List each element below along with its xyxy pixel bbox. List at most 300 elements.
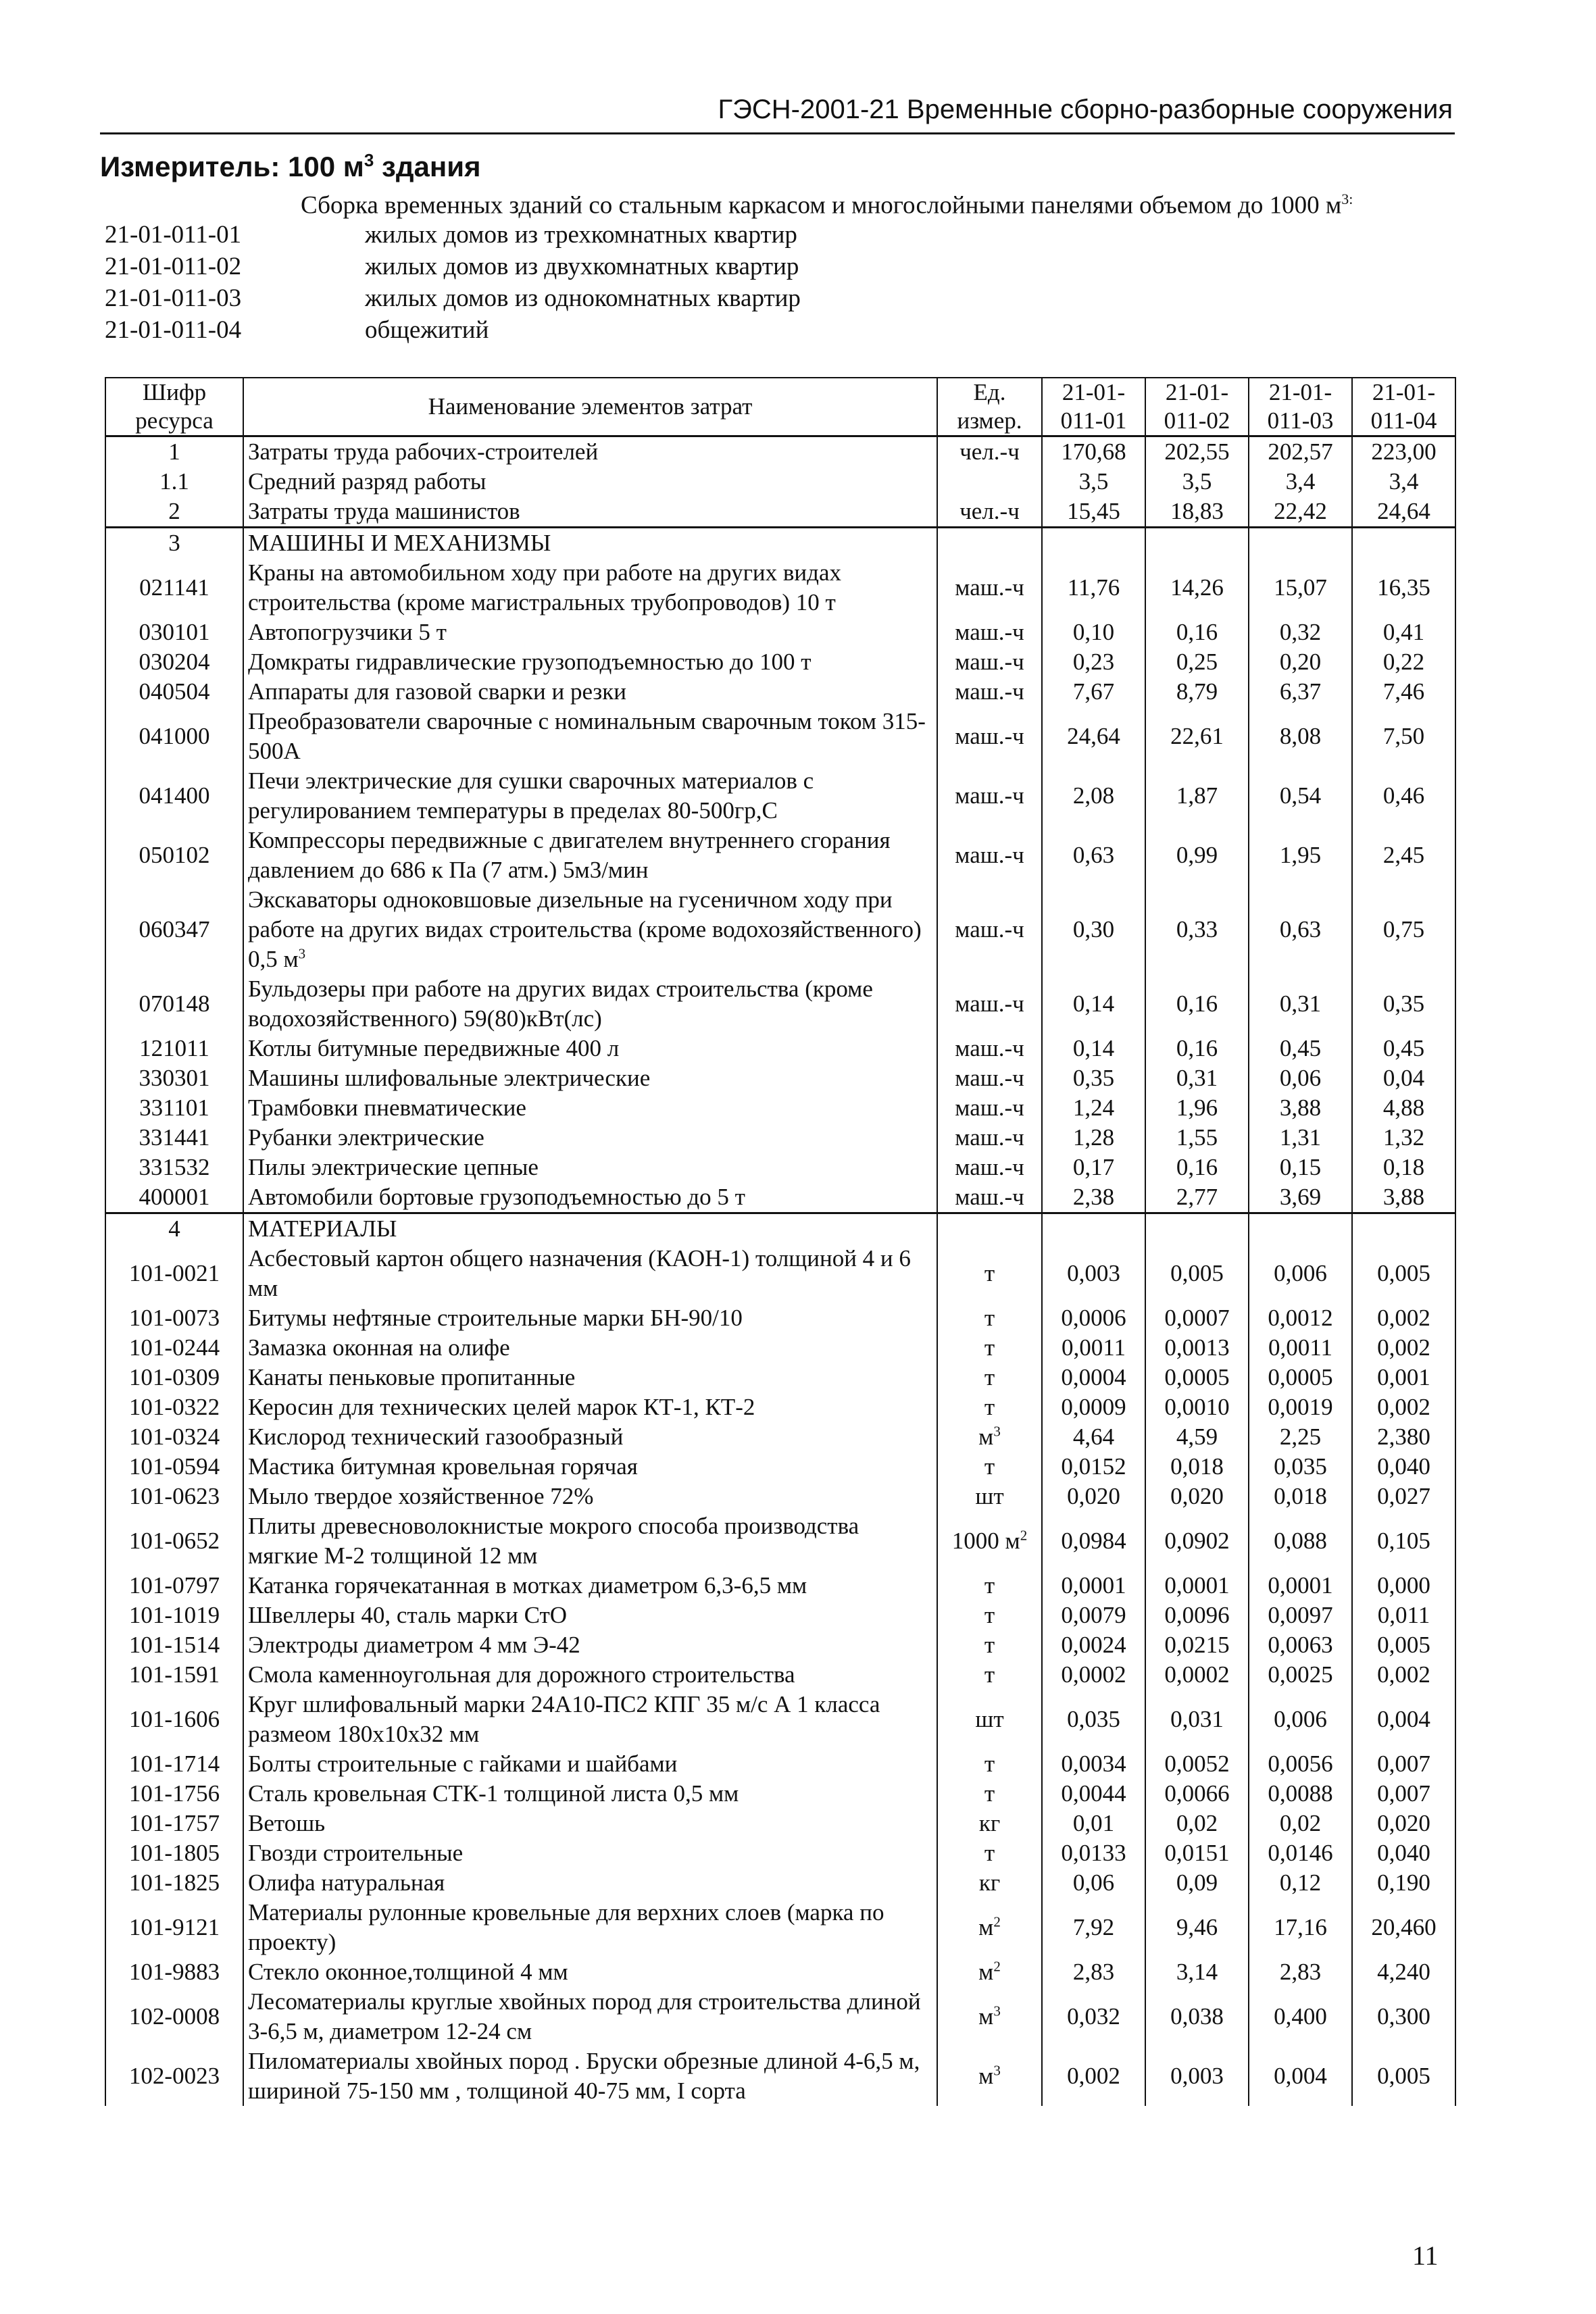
cell-value-3-text: 1,31 (1279, 1124, 1322, 1151)
code-number: 21-01-011-02 (105, 253, 242, 280)
cell-value-4 (1352, 436, 1455, 468)
cell-name (243, 1034, 937, 1063)
table-row (105, 1333, 1455, 1363)
cell-value-2-text: 0,0007 (1164, 1305, 1230, 1331)
cell-name-text: Компрессоры передвижные с двигателем внутреннего сгорания давлением до 686 к Па (7 атм.) 5м3/мин (248, 827, 891, 883)
cell-value-2 (1145, 1363, 1249, 1392)
cell-code (105, 1957, 243, 1987)
cell-unit-text: т (984, 1661, 995, 1688)
cell-unit (937, 467, 1042, 497)
cell-unit-text: т (984, 1780, 995, 1807)
cell-value-3 (1249, 1630, 1352, 1660)
cell-unit-text: шт (975, 1483, 1004, 1509)
table-row (105, 1482, 1455, 1511)
cell-code (105, 1093, 243, 1123)
header-unit: Ед. измер. (937, 378, 1042, 436)
cell-value-3-text: 0,0097 (1268, 1602, 1333, 1628)
cell-value-3 (1249, 1957, 1352, 1987)
cell-unit-sup: 2 (993, 1958, 1001, 1975)
cell-unit-text: маш.-ч (955, 1124, 1024, 1151)
cell-code-text: 041400 (139, 782, 210, 809)
cell-value-2-text: 0,0215 (1164, 1632, 1230, 1658)
cell-value-1-text: 0,0034 (1061, 1751, 1126, 1777)
cell-value-3 (1249, 766, 1352, 826)
cell-value-4-text: 0,005 (1377, 1632, 1430, 1658)
cell-name (243, 1392, 937, 1422)
cell-code (105, 1987, 243, 2046)
cell-value-1 (1042, 1868, 1145, 1898)
header-rule (100, 132, 1455, 134)
cell-value-1-text: 170,68 (1061, 438, 1126, 465)
cell-name-text: Сталь кровельная СТК-1 толщиной листа 0,5 мм (248, 1780, 739, 1807)
table-row (105, 1452, 1455, 1482)
header-col-1: 21-01-011-01 (1042, 378, 1145, 436)
cell-unit-text: м (978, 1914, 994, 1940)
cell-code (105, 618, 243, 647)
cell-value-4-text: 0,004 (1377, 1706, 1430, 1732)
cell-unit (937, 1482, 1042, 1511)
cell-value-4 (1352, 1244, 1455, 1303)
cell-name-text: Пилы электрические цепные (248, 1154, 539, 1180)
table-row (105, 1571, 1455, 1601)
cell-value-2 (1145, 436, 1249, 468)
code-description: общежитий (365, 316, 489, 344)
cell-value-2 (1145, 1749, 1249, 1779)
cell-value-4-text: 0,007 (1377, 1780, 1430, 1807)
cell-name-text: Плиты древесноволокнистые мокрого способа производства мягкие М-2 толщиной 12 мм (248, 1513, 859, 1569)
cell-name-text: Ветошь (248, 1810, 326, 1836)
cell-value-1 (1042, 1630, 1145, 1660)
cell-value-2 (1145, 1034, 1249, 1063)
cell-value-1-text: 2,83 (1072, 1959, 1115, 1985)
cell-code (105, 1809, 243, 1838)
cell-name-text: Лесоматериалы круглые хвойных пород для строительства длиной 3-6,5 м, диаметром 12-24 см (248, 1988, 921, 2044)
cell-name (243, 1601, 937, 1630)
cell-value-3 (1249, 1392, 1352, 1422)
table-row (105, 1392, 1455, 1422)
cell-value-4-text: 0,75 (1382, 916, 1425, 942)
cell-value-3 (1249, 1511, 1352, 1571)
cell-code-text: 030101 (139, 619, 210, 645)
cell-value-4-text: 0,46 (1382, 782, 1425, 809)
cell-value-3 (1249, 1363, 1352, 1392)
cell-value-1 (1042, 1838, 1145, 1868)
cell-value-2 (1145, 707, 1249, 766)
cell-name-text: Рубанки электрические (248, 1124, 484, 1151)
cell-value-2 (1145, 1630, 1249, 1660)
cell-unit (937, 766, 1042, 826)
cell-value-4-text: 20,460 (1371, 1914, 1437, 1940)
cell-value-3-text: 2,25 (1279, 1424, 1322, 1450)
cell-value-1 (1042, 1779, 1145, 1809)
cell-code (105, 677, 243, 707)
cell-value-3 (1249, 1838, 1352, 1868)
cell-value-1 (1042, 1571, 1145, 1601)
cell-value-4-text: 7,46 (1382, 678, 1425, 705)
cell-value-1-text: 0,10 (1072, 619, 1115, 645)
cell-value-1 (1042, 677, 1145, 707)
cell-unit (937, 1571, 1042, 1601)
cell-name (243, 1571, 937, 1601)
cell-value-1 (1042, 1063, 1145, 1093)
table-row (105, 766, 1455, 826)
cell-name-text: Котлы битумные передвижные 400 л (248, 1035, 620, 1061)
cell-value-2 (1145, 1392, 1249, 1422)
cell-name (243, 436, 937, 468)
cell-code-text: 101-0073 (128, 1305, 220, 1331)
cell-value-4-text: 0,011 (1377, 1602, 1430, 1628)
cell-value-1 (1042, 1957, 1145, 1987)
cell-value-1-text: 0,0009 (1061, 1394, 1126, 1420)
cell-value-3-text: 0,0056 (1268, 1751, 1333, 1777)
cell-unit (937, 677, 1042, 707)
cell-unit-text: т (984, 1602, 995, 1628)
cell-value-2-text: 9,46 (1176, 1914, 1218, 1940)
cell-code (105, 1182, 243, 1213)
cell-name-text: Замазка оконная на олифе (248, 1334, 510, 1361)
cell-value-1-text: 0,0152 (1061, 1453, 1126, 1480)
cell-name-text: Бульдозеры при работе на других видах строительства (кроме водохозяйственного) 59(80)кВт(лс) (248, 976, 873, 1032)
cell-value-1-text: 0,0133 (1061, 1840, 1126, 1866)
cell-value-1-text: 0,0002 (1061, 1661, 1126, 1688)
cell-code-text: 330301 (139, 1065, 210, 1091)
cell-value-2 (1145, 1093, 1249, 1123)
cell-code-text: 101-1756 (128, 1780, 220, 1807)
cell-value-2-text: 0,31 (1176, 1065, 1218, 1091)
cell-value-4 (1352, 1630, 1455, 1660)
cell-unit-text: т (984, 1632, 995, 1658)
cell-value-4 (1352, 1123, 1455, 1153)
cell-value-4 (1352, 1898, 1455, 1957)
cell-value-2-text: 14,26 (1170, 574, 1224, 601)
cell-value-3 (1249, 1182, 1352, 1213)
cell-code-text: 030204 (139, 649, 210, 675)
cell-code (105, 766, 243, 826)
cell-value-2-text: 4,59 (1176, 1424, 1218, 1450)
cell-value-3 (1249, 1063, 1352, 1093)
cell-value-3 (1249, 1123, 1352, 1153)
cell-value-2 (1145, 1571, 1249, 1601)
cell-value-3-text: 202,57 (1268, 438, 1333, 465)
cell-value-3-text: 0,088 (1274, 1528, 1327, 1554)
cell-code-text: 101-1825 (128, 1869, 220, 1896)
cell-code (105, 558, 243, 618)
cell-unit (937, 885, 1042, 974)
cell-code-text: 101-0244 (128, 1334, 220, 1361)
cell-value-1-text: 0,0001 (1061, 1572, 1126, 1599)
cell-value-4-text: 0,41 (1382, 619, 1425, 645)
cell-value-3 (1249, 528, 1352, 559)
measure-title (100, 150, 481, 183)
cell-code-text: 2 (168, 498, 180, 524)
cell-value-3 (1249, 618, 1352, 647)
cell-unit-text: т (984, 1751, 995, 1777)
cell-name (243, 1838, 937, 1868)
cell-value-3-text: 0,0005 (1268, 1364, 1333, 1390)
cell-code (105, 497, 243, 528)
code-row (105, 316, 801, 347)
code-list (105, 220, 801, 347)
cell-name (243, 1809, 937, 1838)
code-row (105, 252, 801, 284)
cell-value-2-text: 0,16 (1176, 990, 1218, 1017)
cell-value-1 (1042, 1392, 1145, 1422)
code-row (105, 284, 801, 316)
cell-value-1-text: 0,003 (1067, 1260, 1120, 1286)
cell-value-3-text: 0,20 (1279, 649, 1322, 675)
cell-value-4-text: 7,50 (1382, 723, 1425, 749)
cell-value-3-text: 0,006 (1274, 1706, 1327, 1732)
cell-value-2-text: 0,25 (1176, 649, 1218, 675)
cell-unit-text: м (978, 2063, 994, 2089)
cell-value-1-text: 0,0079 (1061, 1602, 1126, 1628)
table-row (105, 1838, 1455, 1868)
cell-unit-text: маш.-ч (955, 619, 1024, 645)
cell-value-1-text: 24,64 (1067, 723, 1120, 749)
cell-value-4 (1352, 1809, 1455, 1838)
cell-value-1 (1042, 1333, 1145, 1363)
cell-value-2 (1145, 1123, 1249, 1153)
cell-name (243, 1363, 937, 1392)
cell-name-text: Пиломатериалы хвойных пород . Бруски обрезные длиной 4-6,5 м, шириной 75-150 мм , толщиной 40-75 мм, I сорта (248, 2048, 920, 2104)
cell-value-2-text: 0,16 (1176, 1035, 1218, 1061)
cell-value-3-text: 8,08 (1279, 723, 1322, 749)
cell-value-1-text: 1,28 (1072, 1124, 1115, 1151)
cell-value-4-text: 0,18 (1382, 1154, 1425, 1180)
cell-unit-text: маш.-ч (955, 1095, 1024, 1121)
cell-name (243, 1630, 937, 1660)
cell-value-4 (1352, 766, 1455, 826)
cell-code-text: 1 (168, 438, 180, 465)
cell-code-text: 4 (168, 1215, 180, 1242)
cell-value-4 (1352, 558, 1455, 618)
cell-name-text: Смола каменноугольная для дорожного строительства (248, 1661, 795, 1688)
table-row (105, 826, 1455, 885)
cell-unit (937, 1303, 1042, 1333)
cell-value-2 (1145, 1601, 1249, 1630)
cell-value-4-text: 0,007 (1377, 1751, 1430, 1777)
cell-value-2-text: 0,0001 (1164, 1572, 1230, 1599)
cell-value-3 (1249, 1093, 1352, 1123)
cell-name (243, 1244, 937, 1303)
cell-value-3-text: 0,0011 (1268, 1334, 1332, 1361)
cell-value-4-text: 0,040 (1377, 1453, 1430, 1480)
cell-value-2-text: 0,0151 (1164, 1840, 1230, 1866)
cell-value-2-text: 2,77 (1176, 1184, 1218, 1210)
cell-code (105, 1244, 243, 1303)
cell-code (105, 1898, 243, 1957)
cell-value-4-text: 0,040 (1377, 1840, 1430, 1866)
cell-name-text: Преобразователи сварочные с номинальным сварочным током 315-500А (248, 708, 926, 764)
cell-value-3-text: 3,69 (1279, 1184, 1322, 1210)
cell-value-2 (1145, 1511, 1249, 1571)
cell-value-4-text: 0,190 (1377, 1869, 1430, 1896)
cell-unit (937, 1182, 1042, 1213)
cell-value-4 (1352, 467, 1455, 497)
cell-code-text: 331441 (139, 1124, 210, 1151)
cell-value-4 (1352, 1957, 1455, 1987)
cell-code-text: 400001 (139, 1184, 210, 1210)
cell-value-2-text: 3,5 (1182, 468, 1212, 495)
table-header-row (105, 378, 1455, 436)
cell-value-4-text: 2,380 (1377, 1424, 1430, 1450)
table-row (105, 1153, 1455, 1182)
cell-code-text: 040504 (139, 678, 210, 705)
cell-value-4-text: 0,020 (1377, 1810, 1430, 1836)
cell-unit (937, 1123, 1042, 1153)
cell-unit (937, 1422, 1042, 1452)
cell-name-text: Керосин для технических целей марок КТ-1, КТ-2 (248, 1394, 755, 1420)
cell-value-4-text: 0,105 (1377, 1528, 1430, 1554)
cell-name (243, 1303, 937, 1333)
cell-value-2-text: 0,33 (1176, 916, 1218, 942)
cell-name-text: Домкраты гидравлические грузоподъемностью до 100 т (248, 649, 812, 675)
cell-value-2 (1145, 1987, 1249, 2046)
cell-code-text: 101-0309 (128, 1364, 220, 1390)
cell-unit-sup: 3 (993, 1423, 1001, 1440)
section-row (105, 528, 1455, 559)
cell-code-text: 121011 (139, 1035, 209, 1061)
cell-value-4-text: 0,45 (1382, 1035, 1425, 1061)
cell-code (105, 1123, 243, 1153)
cell-value-1-text: 0,0006 (1061, 1305, 1126, 1331)
cell-code (105, 1630, 243, 1660)
cell-value-2-text: 0,09 (1176, 1869, 1218, 1896)
cell-code-text: 101-0324 (128, 1424, 220, 1450)
cell-value-4 (1352, 1063, 1455, 1093)
cell-value-1 (1042, 1690, 1145, 1749)
cell-unit-text: м (978, 1959, 994, 1985)
cell-value-3 (1249, 647, 1352, 677)
cell-name (243, 528, 937, 559)
cell-value-2 (1145, 1690, 1249, 1749)
cell-unit-sup: 2 (993, 1913, 1001, 1930)
cell-value-2-text: 0,020 (1170, 1483, 1224, 1509)
cell-value-3-text: 0,400 (1274, 2003, 1327, 2030)
intro-sup: 3: (1341, 191, 1353, 207)
cell-value-1-text: 0,63 (1072, 842, 1115, 868)
cell-code-text: 101-1606 (128, 1706, 220, 1732)
cell-value-4-text: 0,35 (1382, 990, 1425, 1017)
cell-value-4 (1352, 1779, 1455, 1809)
cell-name-text: Битумы нефтяные строительные марки БН-90/10 (248, 1305, 743, 1331)
table-row (105, 1601, 1455, 1630)
cell-name-text: Электроды диаметром 4 мм Э-42 (248, 1632, 580, 1658)
cell-value-1-text: 0,020 (1067, 1483, 1120, 1509)
cell-value-2 (1145, 974, 1249, 1034)
cell-value-2 (1145, 1779, 1249, 1809)
cell-unit (937, 1093, 1042, 1123)
cell-value-4 (1352, 1987, 1455, 2046)
cell-code-text: 102-0008 (128, 2003, 220, 2030)
intro-text (301, 191, 1353, 220)
cell-value-4 (1352, 1749, 1455, 1779)
cell-value-1 (1042, 1093, 1145, 1123)
cell-value-1 (1042, 1182, 1145, 1213)
cell-value-3 (1249, 1898, 1352, 1957)
cell-name (243, 2046, 937, 2106)
cell-code (105, 885, 243, 974)
cell-unit-text: маш.-ч (955, 723, 1024, 749)
cell-value-1-text: 7,92 (1072, 1914, 1115, 1940)
cell-value-3-text: 0,32 (1279, 619, 1322, 645)
cell-value-2 (1145, 1868, 1249, 1898)
cell-value-1 (1042, 1809, 1145, 1838)
cell-code (105, 1034, 243, 1063)
cell-unit-text: маш.-ч (955, 782, 1024, 809)
cell-value-4 (1352, 1153, 1455, 1182)
cell-name-text: Гвозди строительные (248, 1840, 464, 1866)
table-row (105, 558, 1455, 618)
cell-value-1 (1042, 1303, 1145, 1333)
cell-value-2-text: 0,02 (1176, 1810, 1218, 1836)
cell-value-3 (1249, 558, 1352, 618)
cell-code (105, 974, 243, 1034)
cell-name (243, 1482, 937, 1511)
cell-value-1 (1042, 766, 1145, 826)
cell-unit (937, 1601, 1042, 1630)
cell-unit-text: кг (978, 1810, 1001, 1836)
cell-code (105, 647, 243, 677)
cell-value-2 (1145, 1660, 1249, 1690)
cell-unit-text: м (978, 2003, 994, 2030)
table-row (105, 1690, 1455, 1749)
cell-code-text: 070148 (139, 990, 210, 1017)
cell-value-3-text: 1,95 (1279, 842, 1322, 868)
measure-suffix: здания (374, 151, 481, 182)
cell-value-2 (1145, 1957, 1249, 1987)
cell-value-1 (1042, 1749, 1145, 1779)
cell-code (105, 1482, 243, 1511)
cell-value-1-text: 0,30 (1072, 916, 1115, 942)
cell-code-text: 101-9883 (128, 1959, 220, 1985)
cell-value-1 (1042, 497, 1145, 528)
cell-value-3 (1249, 2046, 1352, 2106)
cell-value-1 (1042, 707, 1145, 766)
cell-value-2 (1145, 467, 1249, 497)
cell-name (243, 1779, 937, 1809)
cell-unit-text: маш.-ч (955, 649, 1024, 675)
code-number: 21-01-011-03 (105, 284, 242, 312)
code-description: жилых домов из двухкомнатных квартир (365, 253, 799, 280)
cell-name (243, 707, 937, 766)
cell-name (243, 618, 937, 647)
cell-value-1-text: 0,14 (1072, 990, 1115, 1017)
cell-value-3 (1249, 1749, 1352, 1779)
cell-code (105, 1571, 243, 1601)
cell-value-4-text: 0,005 (1377, 2063, 1430, 2089)
cell-value-2-text: 202,55 (1164, 438, 1230, 465)
cell-code-text: 101-1514 (128, 1632, 220, 1658)
cell-value-1 (1042, 1511, 1145, 1571)
cell-name (243, 1153, 937, 1182)
cell-value-2-text: 0,038 (1170, 2003, 1224, 2030)
cell-code-text: 101-1591 (128, 1661, 220, 1688)
cell-unit-sup: 3 (993, 2003, 1001, 2019)
cell-value-1 (1042, 1660, 1145, 1690)
cell-name-text: Экскаваторы одноковшовые дизельные на гусеничном ходу при работе на других видах строительства (кроме водохозяйственного) 0,5 м (248, 886, 922, 972)
cell-value-3-text: 0,31 (1279, 990, 1322, 1017)
cell-value-3-text: 0,06 (1279, 1065, 1322, 1091)
cell-value-3-text: 6,37 (1279, 678, 1322, 705)
code-description: жилых домов из трехкомнатных квартир (365, 221, 797, 249)
cell-value-4 (1352, 1838, 1455, 1868)
cell-value-2 (1145, 558, 1249, 618)
cell-name (243, 1123, 937, 1153)
header-code: Шифр ресурса (105, 378, 243, 436)
cell-name (243, 1182, 937, 1213)
table-row (105, 1987, 1455, 2046)
